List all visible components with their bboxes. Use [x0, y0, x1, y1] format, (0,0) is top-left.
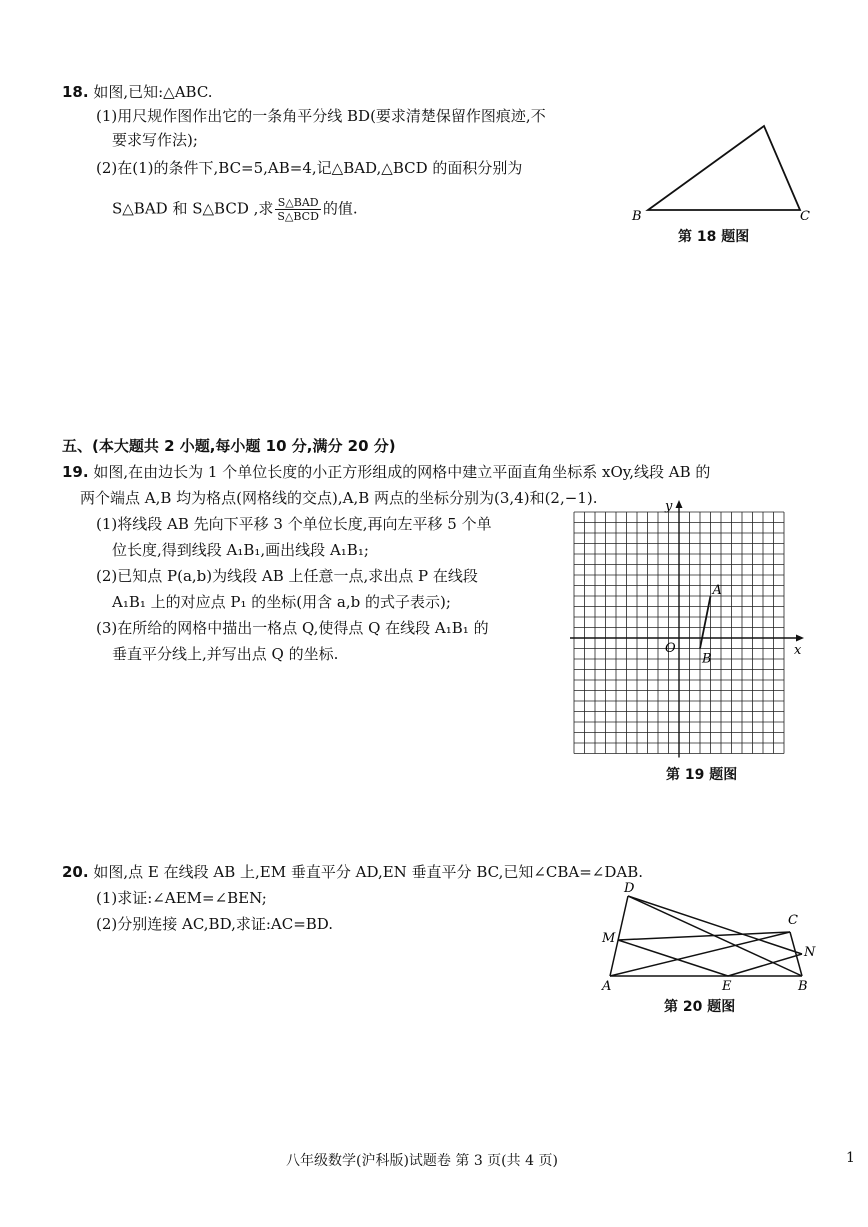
q18-figure-caption: 第 18 题图	[678, 229, 750, 245]
origin-label: O	[665, 641, 676, 656]
q18-part1-line2: 要求写作法);	[112, 131, 198, 149]
point-d-label: D	[624, 881, 635, 896]
q19-number: 19.	[62, 463, 89, 481]
q18-area-fraction	[275, 196, 321, 223]
q18-stem-line	[62, 82, 213, 102]
point-c-label: C	[788, 913, 798, 928]
q19-part1-line1: (1)将线段 AB 先向下平移 3 个单位长度,再向左平移 5 个单	[96, 515, 492, 533]
q18-part2-line2	[112, 196, 358, 223]
q19-stem-line1	[62, 462, 710, 482]
q20-number: 20.	[62, 863, 89, 881]
q18-part1-line1: (1)用尺规作图作出它的一条角平分线 BD(要求清楚保留作图痕迹,不	[96, 107, 546, 125]
q18-part2-text-left: S△BAD 和 S△BCD ,求	[112, 199, 274, 218]
q18-number: 18.	[62, 83, 89, 101]
segment-dn	[628, 896, 802, 954]
triangle-abc	[648, 126, 800, 210]
q19-figure-caption: 第 19 题图	[666, 767, 738, 783]
point-n-label: N	[804, 945, 816, 960]
q19-stem-a: 如图,在由边长为 1 个单位长度的小正方形组成的网格中建立平面直角坐标系 xOy,线段 AB 的	[93, 463, 711, 481]
q19-part3-line2: 垂直平分线上,并写出点 Q 的坐标.	[112, 645, 339, 663]
point-m-label: M	[602, 931, 616, 946]
q20-stem-line	[62, 862, 643, 882]
q20-geometry-figure	[596, 881, 816, 994]
q18-stem: 如图,已知:△ABC.	[93, 83, 213, 101]
vertex-b-label: B	[632, 209, 642, 224]
q20-part2: (2)分别连接 AC,BD,求证:AC=BD.	[96, 915, 334, 933]
q20-figure-caption: 第 20 题图	[664, 999, 736, 1015]
q20-part1: (1)求证:∠AEM=∠BEN;	[96, 889, 267, 907]
point-b-label: B	[702, 651, 712, 667]
q19-part1-line2: 位长度,得到线段 A₁B₁,画出线段 A₁B₁;	[112, 541, 369, 559]
q19-part2-line2: A₁B₁ 上的对应点 P₁ 的坐标(用含 a,b 的式子表示);	[112, 593, 451, 611]
page-edge-number: 1	[846, 1150, 855, 1166]
q19-part3-line1: (3)在所给的网格中描出一格点 Q,使得点 Q 在线段 A₁B₁ 的	[96, 619, 489, 637]
page-footer: 八年级数学(沪科版)试题卷 第 3 页(共 4 页)	[286, 1153, 558, 1169]
q19-stem-line2: 两个端点 A,B 均为格点(网格线的交点),A,B 两点的坐标分别为(3,4)和(2,−1).	[80, 489, 598, 507]
point-b-label: B	[798, 979, 808, 994]
point-a-label: A	[602, 979, 612, 994]
q20-stem: 如图,点 E 在线段 AB 上,EM 垂直平分 AD,EN 垂直平分 BC,已知∠CBA=∠DAB.	[93, 863, 644, 881]
y-axis-arrow-icon	[676, 500, 683, 508]
x-axis-label: x	[794, 643, 802, 658]
x-axis-arrow-icon	[796, 635, 804, 642]
q18-triangle-figure	[630, 118, 810, 228]
fraction-numerator: S△BAD	[275, 196, 321, 210]
q19-coordinate-grid-figure	[570, 499, 820, 760]
segment-en	[728, 954, 802, 976]
q18-part2-line1: (2)在(1)的条件下,BC=5,AB=4,记△BAD,△BCD 的面积分别为	[96, 159, 523, 177]
segment-ab	[700, 596, 711, 649]
vertex-c-label: C	[800, 209, 810, 224]
point-e-label: E	[722, 979, 732, 994]
point-a-label: A	[712, 583, 722, 598]
y-axis-label: y	[665, 499, 673, 514]
fraction-denominator: S△BCD	[277, 210, 319, 223]
section-five-header: 五、(本大题共 2 小题,每小题 10 分,满分 20 分)	[62, 437, 396, 455]
q18-part2-text-right: 的值.	[322, 199, 358, 218]
q19-part2-line1: (2)已知点 P(a,b)为线段 AB 上任意一点,求出点 P 在线段	[96, 567, 478, 585]
